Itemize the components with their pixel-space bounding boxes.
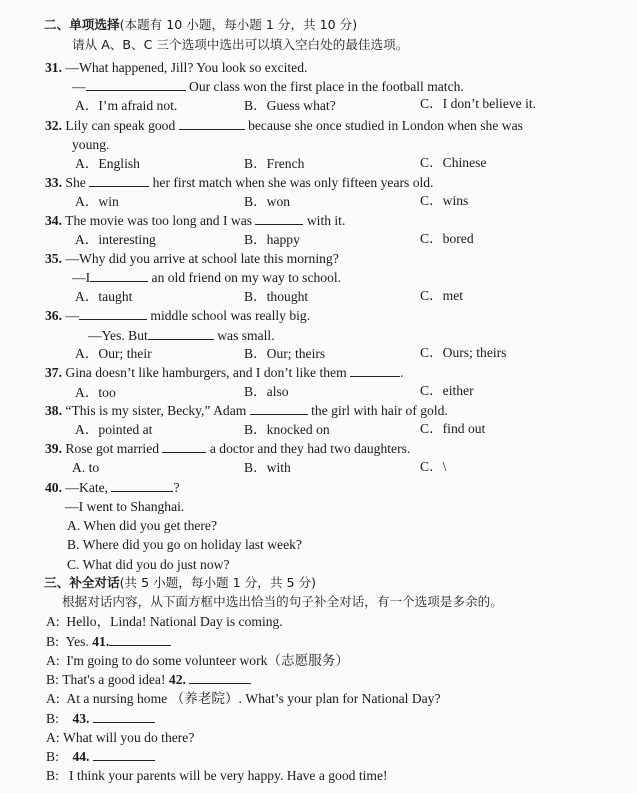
q31-option-a: A．I’m afraid not. (75, 98, 178, 113)
q37-option-a: A．too (75, 385, 116, 400)
dialog-line-3: A: I'm going to do some volunteer work（志愿服务） (46, 653, 349, 668)
dialog-line-2: B: Yes. 41. (46, 633, 171, 651)
section-2-instruction: 请从 A、B、C 三个选项中选出可以填入空白处的最佳选项。 (72, 37, 409, 52)
q32-stem: 32. Lily can speak good because she once studied in London when she was (45, 118, 523, 133)
q36-option-b: B．Our; theirs (244, 346, 326, 361)
q44-blank (93, 748, 155, 761)
section-2-title: 二、单项选择 (44, 17, 120, 32)
section-2-note: (本题有 10 小题，每小题 1 分，共 10 分) (119, 17, 358, 32)
q37-stem: 37. Gina doesn’t like hamburgers, and I don’t like them . (45, 365, 404, 380)
q32-blank (179, 117, 245, 130)
q38-blank (250, 402, 308, 415)
q36-stem2: —Yes. But was small. (88, 328, 275, 343)
q33-stem: 33. She her first match when she was only fifteen years old. (45, 175, 434, 190)
q42-blank (189, 671, 251, 684)
q35-option-b: B．thought (244, 289, 309, 304)
q32-option-b: B．French (244, 156, 305, 171)
q35-stem: 35. —Why did you arrive at school late this morning? (45, 251, 339, 266)
q38-option-c: C．find out (420, 421, 486, 436)
q39-stem: 39. Rose got married a doctor and they had two daughters. (45, 441, 411, 456)
q38-option-a: A．pointed at (75, 422, 153, 437)
q40-option-a: A. When did you get there? (67, 518, 217, 533)
q32-option-c: C．Chinese (420, 155, 487, 170)
q36-stem: 36. — middle school was really big. (45, 308, 311, 323)
q36-blank-2 (148, 327, 214, 340)
q32-stem2: young. (72, 137, 110, 152)
q35-stem2: —I an old friend on my way to school. (72, 270, 342, 285)
q36-blank-1 (79, 307, 147, 320)
q40-option-c: C. What did you do just now? (67, 557, 230, 572)
q31-stem: 31. —What happened, Jill? You look so excited. (45, 60, 308, 75)
dialog-line-6: B: 43. (46, 710, 155, 728)
section-3-instruction: 根据对话内容，从下面方框中选出恰当的句子补全对话，有一个选项是多余的。 (62, 594, 503, 609)
q34-option-b: B．happy (244, 232, 300, 247)
q41-blank (109, 633, 171, 646)
q35-option-c: C．met (420, 288, 464, 303)
q32-option-a: A．English (75, 156, 140, 171)
q37-blank (350, 364, 400, 377)
section-2-header (44, 16, 357, 34)
q31-option-c: C．I don’t believe it. (420, 96, 537, 111)
q37-option-b: B．also (244, 384, 289, 399)
q34-stem: 34. The movie was too long and I was with it. (45, 213, 346, 228)
section-3-header (44, 574, 316, 592)
q34-blank (255, 212, 303, 225)
dialog-line-9: B: I think your parents will be very happy. Have a good time! (46, 768, 388, 783)
q33-blank (89, 174, 149, 187)
q40-stem: 40. —Kate, ? (45, 480, 180, 495)
q36-option-c: C．Ours; theirs (420, 345, 507, 360)
q31-option-b: B．Guess what? (244, 98, 336, 113)
q34-option-a: A．interesting (75, 232, 156, 247)
q31-blank (86, 78, 186, 91)
dialog-line-8: B: 44. (46, 748, 155, 766)
q40-option-b: B. Where did you go on holiday last week? (67, 537, 302, 552)
q38-stem: 38. “This is my sister, Becky,” Adam the girl with hair of gold. (45, 403, 448, 418)
q31-stem2: — Our class won the first place in the football match. (72, 79, 464, 94)
q33-option-b: B．won (244, 194, 291, 209)
section-3-title: 三、补全对话 (44, 575, 120, 590)
q37-option-c: C．either (420, 383, 474, 398)
q40-blank (111, 479, 173, 492)
q40-stem2: —I went to Shanghai. (65, 499, 185, 514)
q33-option-a: A．win (75, 194, 119, 209)
q35-blank (90, 269, 148, 282)
q35-option-a: A．taught (75, 289, 133, 304)
q34-option-c: C．bored (420, 231, 474, 246)
q39-option-a: A. to (72, 460, 100, 475)
q39-option-b: B．with (244, 460, 291, 475)
q39-blank (162, 440, 206, 453)
dialog-line-4: B: That's a good idea! 42. (46, 671, 251, 689)
dialog-line-7: A: What will you do there? (46, 730, 195, 745)
q39-option-c: C．\ (420, 459, 447, 474)
section-3-note: (共 5 小题，每小题 1 分，共 5 分) (119, 575, 316, 590)
q43-blank (93, 710, 155, 723)
q36-option-a: A．Our; their (75, 346, 152, 361)
q33-option-c: C．wins (420, 193, 469, 208)
dialog-line-5: A: At a nursing home （养老院）. What’s your plan for National Day? (46, 691, 441, 706)
q38-option-b: B．knocked on (244, 422, 330, 437)
dialog-line-1: A: Hello，Linda! National Day is coming. (46, 614, 283, 629)
